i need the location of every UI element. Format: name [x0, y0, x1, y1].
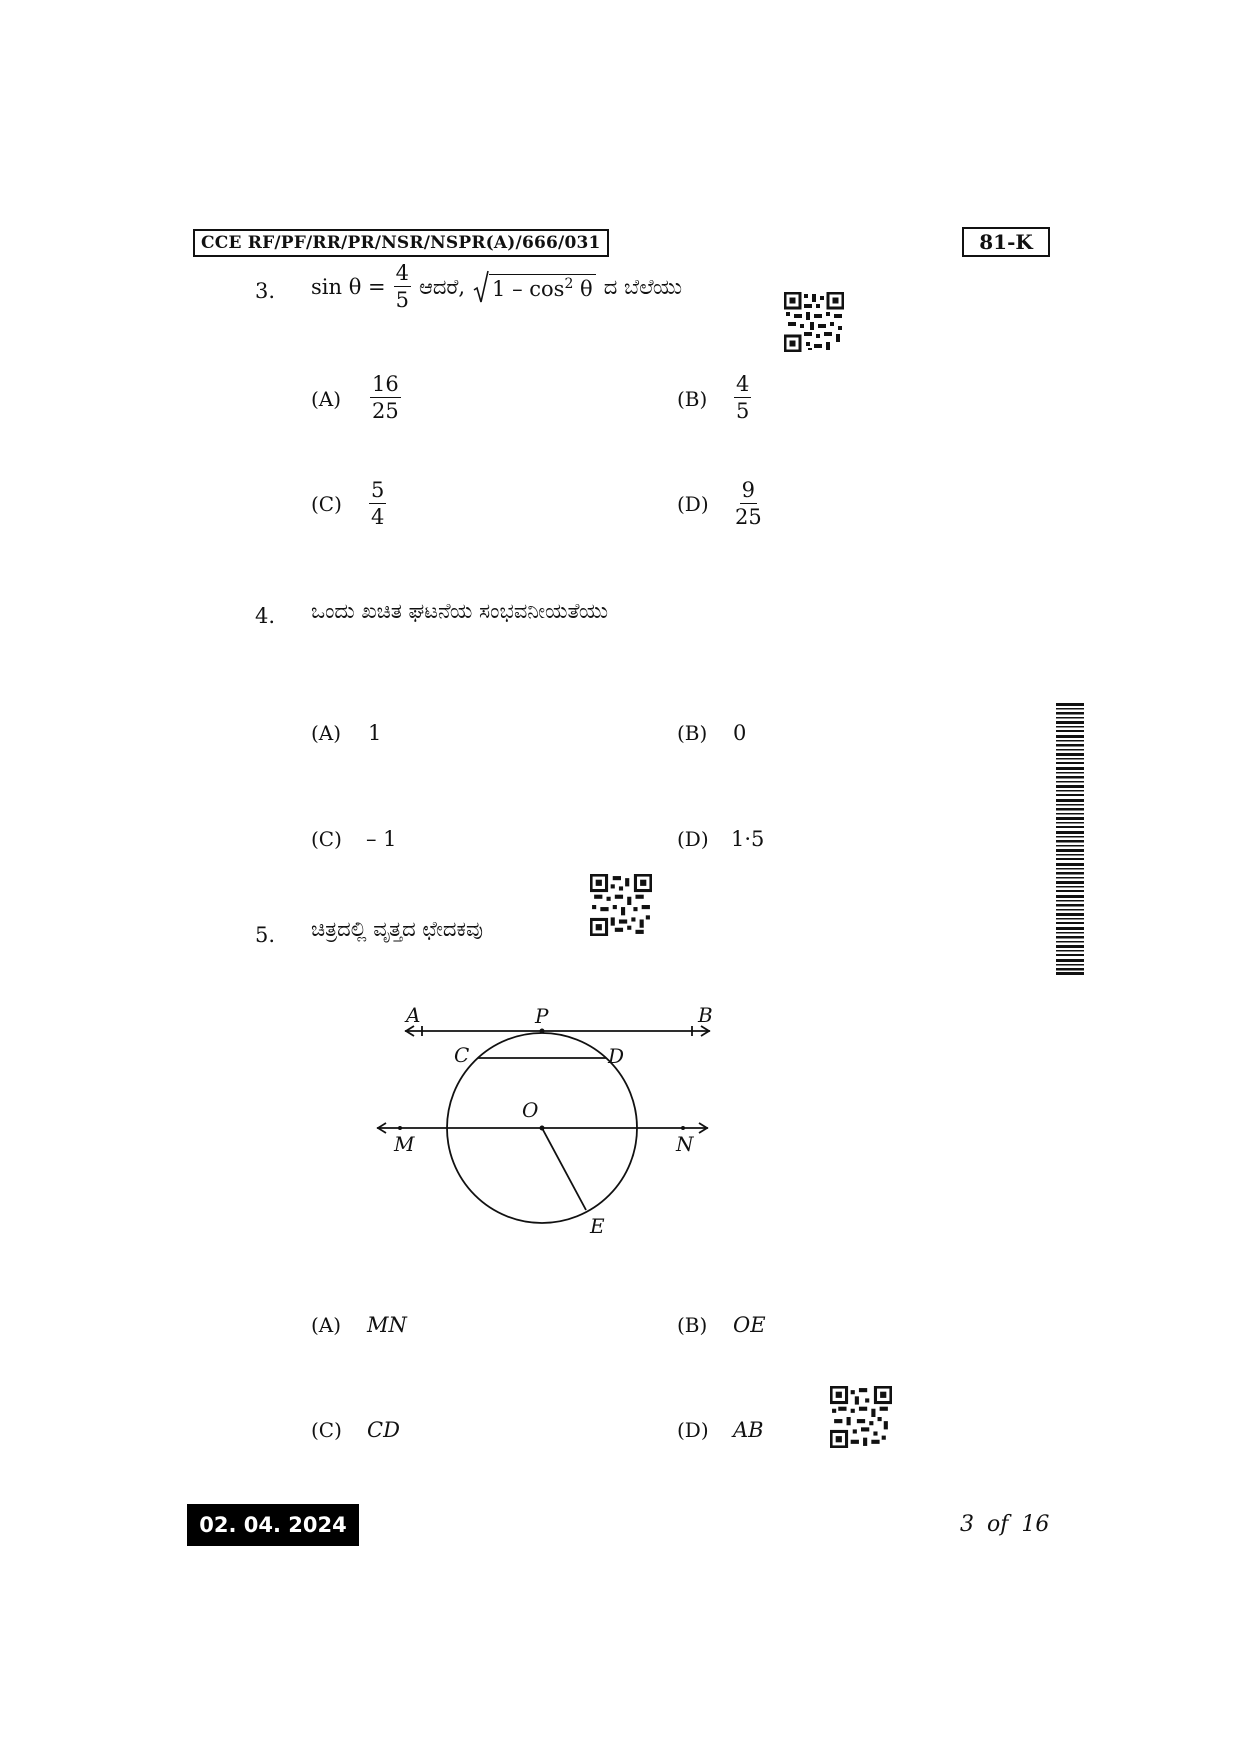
- q3-frac-num: 4: [395, 261, 409, 285]
- q3-d-den: 25: [735, 505, 762, 529]
- q3-option-b-label: (B): [677, 387, 708, 411]
- q3-sqrt-sup: 2: [564, 276, 574, 292]
- q4-option-c-label: (C): [311, 827, 342, 851]
- label-e: E: [590, 1214, 605, 1235]
- label-d: D: [608, 1044, 625, 1068]
- sqrt-sign-icon: [473, 270, 489, 304]
- q3-b-num: 4: [736, 372, 750, 396]
- question-3-stem: [311, 263, 682, 311]
- q5-option-a-value: MN: [367, 1313, 407, 1337]
- label-p: P: [535, 1004, 549, 1028]
- label-o: O: [522, 1098, 539, 1122]
- label-b: B: [698, 1003, 713, 1027]
- q4-option-a-value: 1: [368, 721, 382, 745]
- q3-option-d-label: (D): [677, 492, 709, 516]
- q4-option-d-label: (D): [677, 827, 709, 851]
- q3-sqrt-expr: 1 – cos: [492, 277, 565, 301]
- q5-option-c-value: CD: [367, 1418, 400, 1442]
- subject-code: 81-K: [962, 227, 1050, 257]
- q3-sqrt-tail: θ: [573, 277, 593, 301]
- q5-option-c-label: (C): [311, 1418, 342, 1442]
- q3-option-c-value: [369, 480, 386, 528]
- barcode-icon: [1056, 703, 1084, 975]
- q3-c-den: 4: [371, 505, 385, 529]
- q3-option-a-label: (A): [311, 387, 342, 411]
- q4-option-a-label: (A): [311, 721, 342, 745]
- q4-option-b-value: 0: [733, 721, 747, 745]
- q3-a-den: 25: [372, 399, 399, 423]
- label-c: C: [454, 1043, 470, 1067]
- circle-secant-figure: [370, 995, 720, 1235]
- point-m: [398, 1126, 402, 1130]
- question-5-number: 5.: [255, 923, 276, 947]
- q4-option-d-value: 1·5: [731, 827, 765, 851]
- q4-option-c-value: – 1: [366, 827, 397, 851]
- q5-option-a-label: (A): [311, 1313, 342, 1337]
- q5-option-d-value: AB: [733, 1418, 764, 1442]
- question-4-stem: ಒಂದು ಖಚಿತ ಘಟನೆಯ ಸಂಭವನೀಯತೆಯು: [311, 599, 608, 623]
- q3-d-num: 9: [741, 478, 756, 502]
- exam-date: 02. 04. 2024: [187, 1504, 359, 1546]
- label-a: A: [406, 1003, 421, 1027]
- point-o: [540, 1126, 545, 1131]
- label-m: M: [394, 1132, 415, 1156]
- q3-option-c-label: (C): [311, 492, 342, 516]
- question-5-stem: ಚಿತ್ರದಲ್ಲಿ ವೃತ್ತದ ಛೇದಕವು: [311, 917, 484, 941]
- page-number: 3 of 16: [960, 1512, 1050, 1537]
- qr-code-icon: [590, 874, 652, 936]
- q3-c-num: 5: [371, 478, 385, 502]
- q5-option-b-value: OE: [733, 1313, 766, 1337]
- paper-code: CCE RF/PF/RR/PR/NSR/NSPR(A)/666/031: [193, 229, 609, 257]
- q3-option-d-value: [735, 480, 762, 528]
- qr-code-icon: [784, 292, 844, 352]
- q3-frac-den: 5: [395, 288, 409, 312]
- q3-b-den: 5: [736, 399, 750, 423]
- q5-option-b-label: (B): [677, 1313, 708, 1337]
- point-p: [540, 1029, 545, 1034]
- q3-stem-middle: ಆದರೆ,: [418, 274, 466, 299]
- radius-oe: [542, 1128, 586, 1210]
- label-n: N: [676, 1132, 694, 1156]
- point-n: [681, 1126, 685, 1130]
- q3-stem-fraction: [394, 263, 411, 311]
- q3-stem-prefix: sin θ =: [311, 274, 386, 299]
- q5-option-d-label: (D): [677, 1418, 709, 1442]
- q3-option-b-value: [734, 374, 751, 422]
- q3-stem-suffix: ದ ಬೆಲೆಯು: [603, 274, 683, 299]
- qr-code-icon: [830, 1386, 892, 1448]
- q4-option-b-label: (B): [677, 721, 708, 745]
- q3-option-a-value: [370, 374, 401, 422]
- q3-a-num: 16: [372, 372, 399, 396]
- q3-sqrt-body: [489, 274, 596, 300]
- question-4-number: 4.: [255, 604, 276, 628]
- q3-sqrt: [473, 270, 596, 304]
- question-3-number: 3.: [255, 279, 276, 303]
